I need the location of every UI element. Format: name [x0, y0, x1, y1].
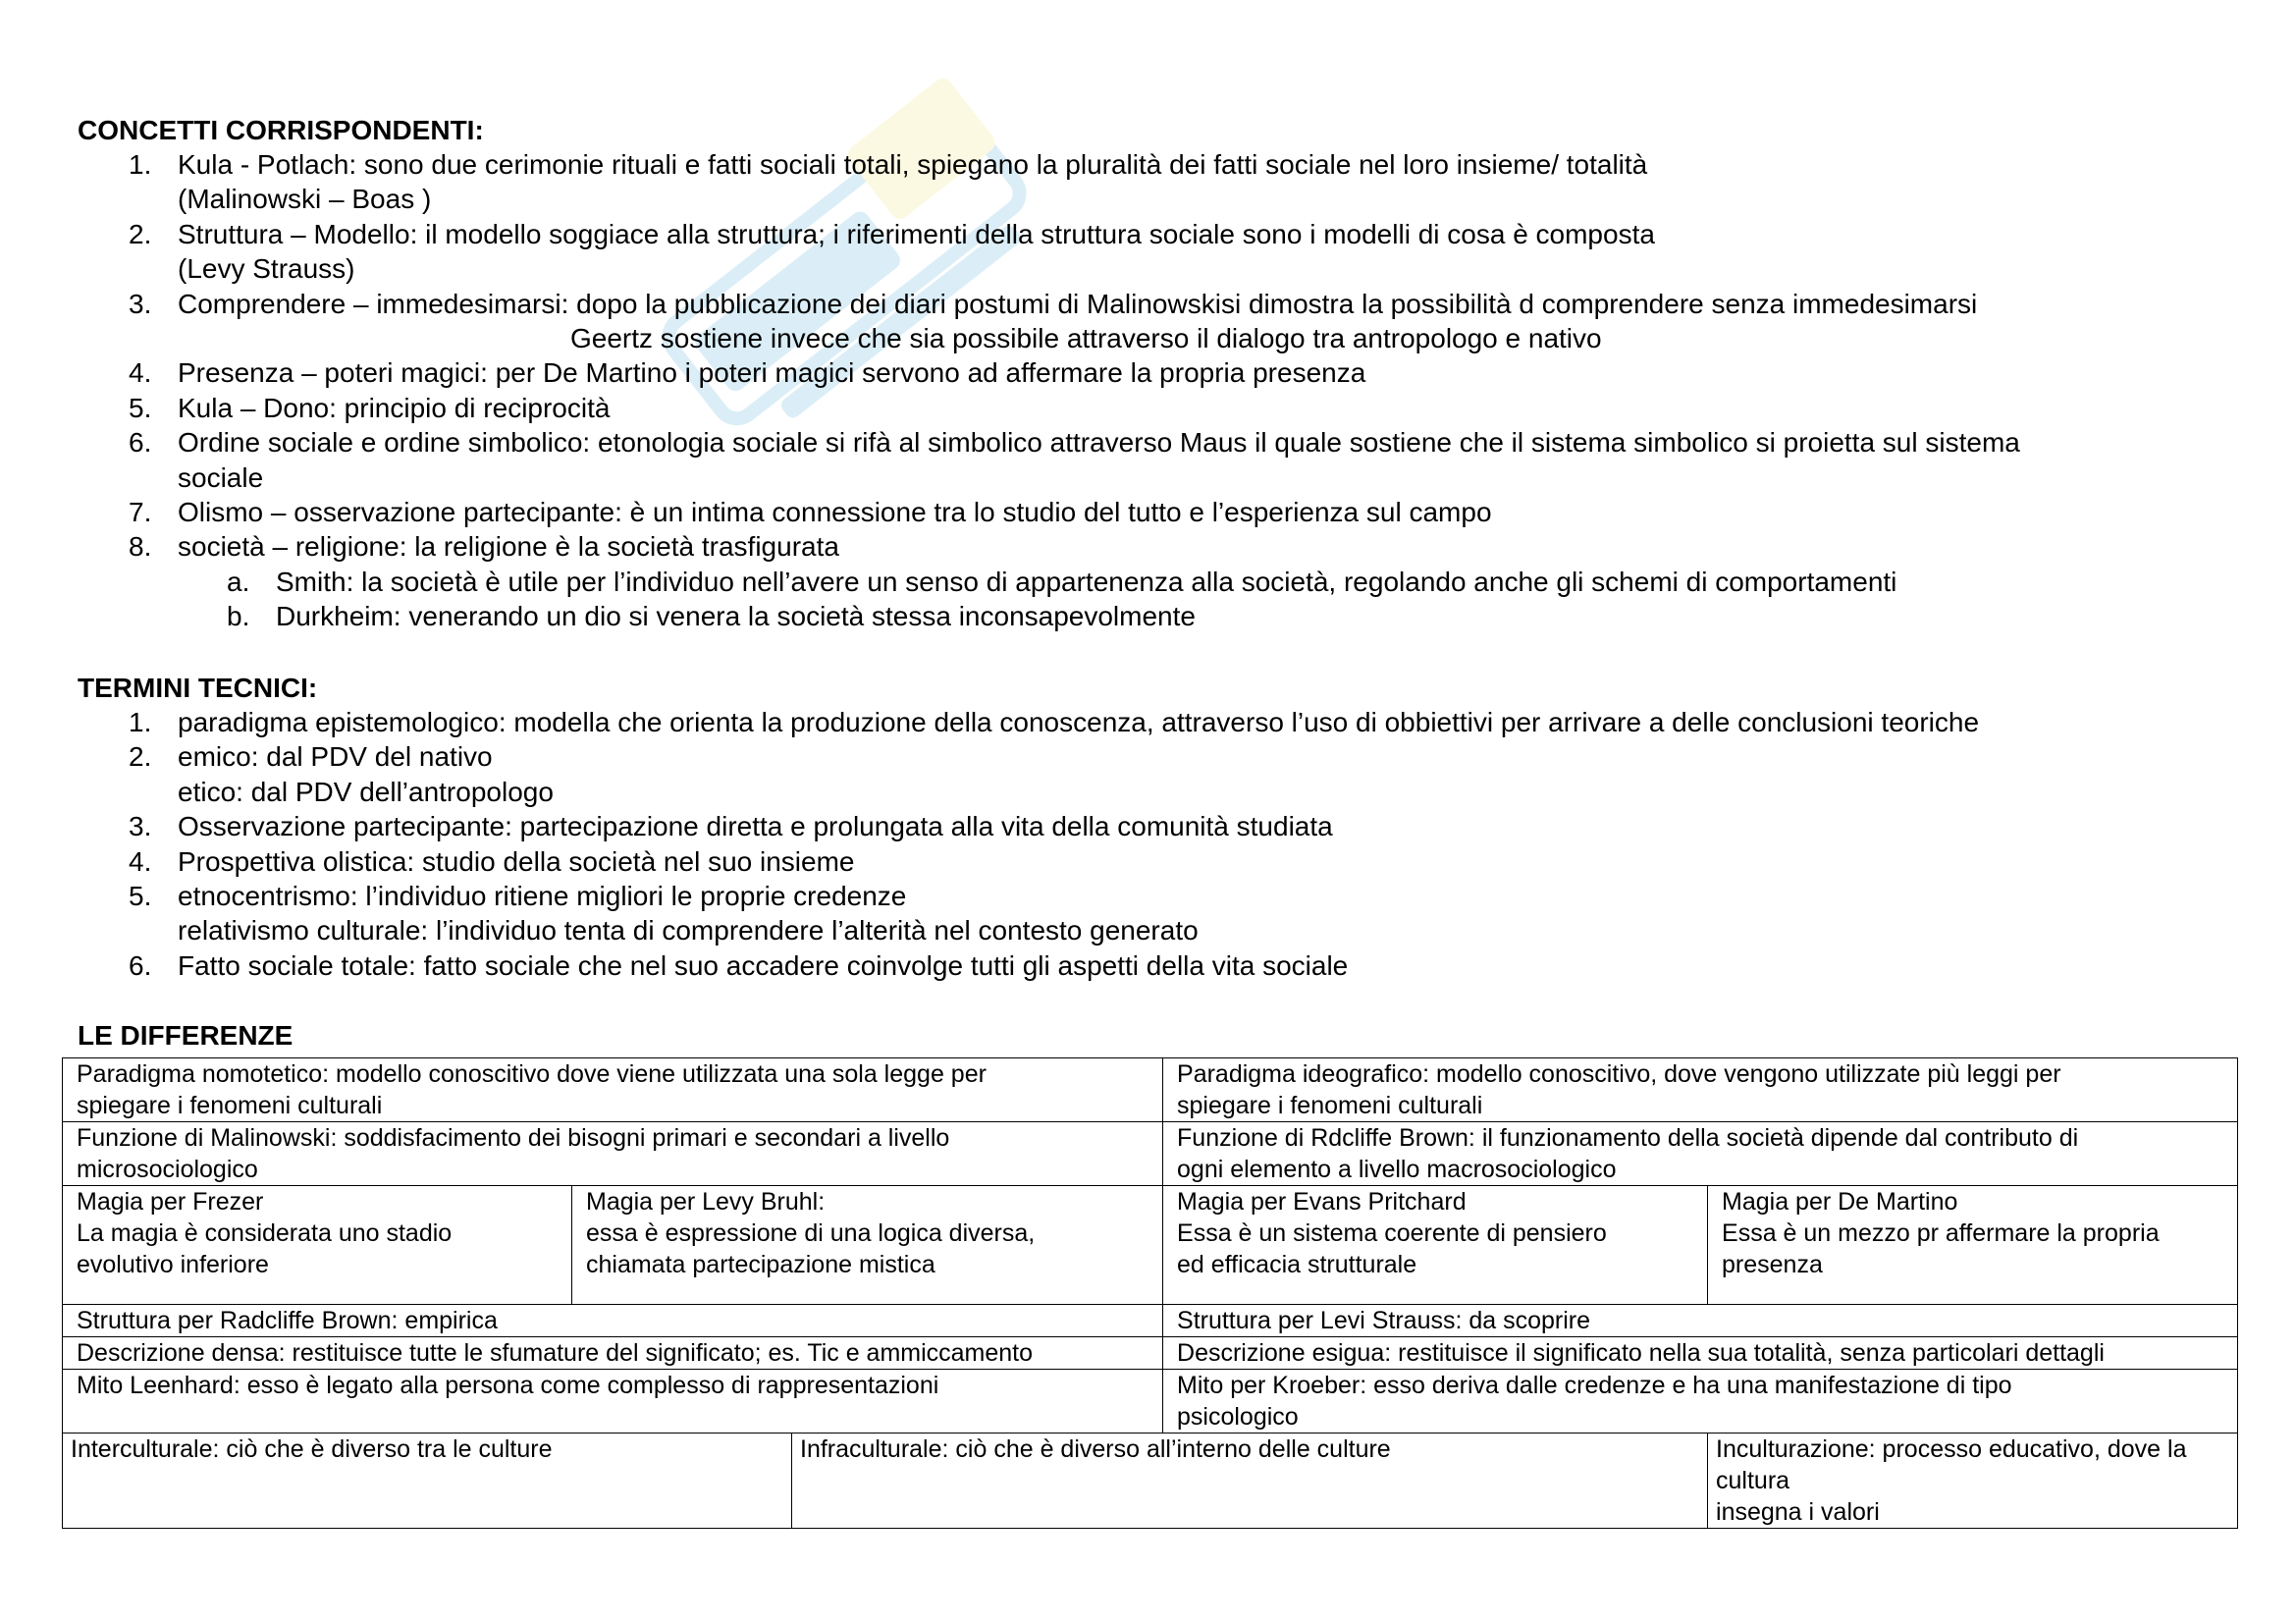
list-number: 7.: [129, 497, 152, 528]
table-cell: Struttura per Radcliffe Brown: empirica: [63, 1305, 1163, 1337]
concetti-list: [78, 147, 2257, 634]
list-item: [78, 495, 2257, 529]
section-title-differenze: LE DIFFERENZE: [78, 1020, 294, 1051]
list-text: Ordine sociale e ordine simbolico: etonologia sociale si rifà al simbolico attraverso Maus il quale sostiene che il sistema simbolico si proietta sul sistema sociale: [178, 427, 2020, 493]
list-text-continuation: Geertz sostiene invece che sia possibile attraverso il dialogo tra antropologo e nativo: [570, 323, 1602, 354]
section-title-concetti: CONCETTI CORRISPONDENTI:: [78, 115, 484, 145]
list-text: Fatto sociale totale: fatto sociale che nel suo accadere coinvolge tutti gli aspetti della vita sociale: [178, 949, 1349, 981]
list-number: 8.: [129, 531, 152, 563]
table-cell: Magia per Frezer La magia è considerata uno stadio evolutivo inferiore: [63, 1186, 572, 1305]
list-number: 6.: [129, 427, 152, 459]
table-row: [63, 1122, 2238, 1186]
list-text: etnocentrismo: l’individuo ritiene migliori le proprie credenze relativismo culturale: l’individuo tenta di comprendere l’alterità nel contesto generato: [178, 881, 1199, 947]
list-item: [78, 529, 2257, 564]
list-item: [78, 809, 2257, 843]
list-number: 5.: [129, 392, 152, 423]
table-cell: Descrizione esigua: restituisce il significato nella sua totalità, senza particolari dettagli: [1163, 1337, 2238, 1370]
table-cell: Inculturazione: processo educativo, dove la cultura insegna i valori: [1708, 1434, 2238, 1529]
sub-list-item: [78, 565, 2257, 599]
list-text: paradigma epistemologico: modella che orienta la produzione della conoscenza, attraverso l’uso di obbiettivi per arrivare a delle conclusioni teoriche: [178, 707, 1980, 737]
list-item: [78, 217, 2257, 287]
sub-list-item: [78, 599, 2257, 633]
list-item: [78, 425, 2257, 495]
list-item: [78, 879, 2257, 948]
list-text: Presenza – poteri magici: per De Martino i poteri magici servono ad affermare la propria presenza: [178, 357, 1366, 389]
table-cell: Mito per Kroeber: esso deriva dalle credenze e ha una manifestazione di tipo psicologico: [1163, 1370, 2238, 1434]
list-number: 6.: [129, 949, 152, 981]
list-text: Osservazione partecipante: partecipazione diretta e prolungata alla vita della comunità studiata: [178, 811, 1333, 842]
list-number: 4.: [129, 845, 152, 877]
list-text: Struttura – Modello: il modello soggiace alla struttura; i riferimenti della struttura sociale sono i modelli di cosa è composta (Levy Strauss): [178, 218, 1655, 285]
table-row: [63, 1434, 2238, 1529]
list-text: emico: dal PDV del nativo etico: dal PDV dell’antropologo: [178, 741, 554, 807]
list-text: Olismo – osservazione partecipante: è un intima connessione tra lo studio del tutto e l’esperienza sul campo: [178, 497, 1492, 528]
list-number: 3.: [129, 811, 152, 842]
list-text: Comprendere – immedesimarsi: dopo la pubblicazione dei diari postumi di Malinowskisi dimostra la possibilità d comprendere senza immedesimarsi: [178, 288, 1978, 319]
list-number: 1.: [129, 707, 152, 737]
table-cell: Magia per Levy Bruhl: essa è espressione di una logica diversa, chiamata partecipazione mistica: [572, 1186, 1163, 1305]
list-number: 2.: [129, 741, 152, 773]
table-cell: Paradigma nomotetico: modello conoscitivo dove viene utilizzata una sola legge per spiegare i fenomeni culturali: [63, 1058, 1163, 1122]
list-text: Prospettiva olistica: studio della società nel suo insieme: [178, 845, 855, 877]
sub-list-letter: b.: [227, 601, 250, 632]
termini-list: [78, 705, 2257, 983]
sub-list-letter: a.: [227, 566, 250, 597]
table-cell: Interculturale: ciò che è diverso tra le culture: [63, 1434, 792, 1529]
list-item: [78, 739, 2257, 809]
list-item: [78, 355, 2257, 390]
table-row: [63, 1058, 2238, 1122]
table-cell: Mito Leenhard: esso è legato alla persona come complesso di rappresentazioni: [63, 1370, 1163, 1434]
sub-list-text: Smith: la società è utile per l’individuo nell’avere un senso di appartenenza alla società, regolando anche gli schemi di comportamenti: [276, 566, 1897, 597]
list-number: 5.: [129, 881, 152, 912]
list-number: 4.: [129, 357, 152, 389]
table-cell: Magia per Evans Pritchard Essa è un sistema coerente di pensiero ed efficacia strutturale: [1163, 1186, 1708, 1305]
list-item: [78, 844, 2257, 879]
table-row: [63, 1305, 2238, 1337]
list-item: [78, 147, 2257, 217]
list-text: Kula – Dono: principio di reciprocità: [178, 392, 611, 423]
table-cell: Descrizione densa: restituisce tutte le sfumature del significato; es. Tic e ammiccamento: [63, 1337, 1163, 1370]
table-cell: Infraculturale: ciò che è diverso all’interno delle culture: [792, 1434, 1708, 1529]
table-cell: Magia per De Martino Essa è un mezzo pr affermare la propria presenza: [1708, 1186, 2238, 1305]
section-title-termini: TERMINI TECNICI:: [78, 673, 318, 703]
list-number: 1.: [129, 149, 152, 180]
list-item: [78, 948, 2257, 983]
list-number: 2.: [129, 218, 152, 249]
table-row: [63, 1370, 2238, 1434]
list-item: [78, 391, 2257, 425]
list-item: [78, 705, 2257, 739]
table-cell: Struttura per Levi Strauss: da scoprire: [1163, 1305, 2238, 1337]
list-number: 3.: [129, 288, 152, 319]
list-text: società – religione: la religione è la società trasfigurata: [178, 531, 839, 563]
sub-list-text: Durkheim: venerando un dio si venera la società stessa inconsapevolmente: [276, 601, 1196, 632]
table-cell: Funzione di Malinowski: soddisfacimento dei bisogni primari e secondari a livello microsociologico: [63, 1122, 1163, 1186]
table-cell: Funzione di Rdcliffe Brown: il funzionamento della società dipende dal contributo di ogni elemento a livello macrosociologico: [1163, 1122, 2238, 1186]
list-item: [78, 287, 2257, 356]
table-row: [63, 1186, 2238, 1305]
table-row: [63, 1337, 2238, 1370]
table-cell: Paradigma ideografico: modello conoscitivo, dove vengono utilizzate più leggi per spiegare i fenomeni culturali: [1163, 1058, 2238, 1122]
list-text: Kula - Potlach: sono due cerimonie rituali e fatti sociali totali, spiegano la pluralità dei fatti sociale nel loro insieme/ totalità (Malinowski – Boas ): [178, 149, 1648, 215]
differences-table: [62, 1057, 2238, 1529]
